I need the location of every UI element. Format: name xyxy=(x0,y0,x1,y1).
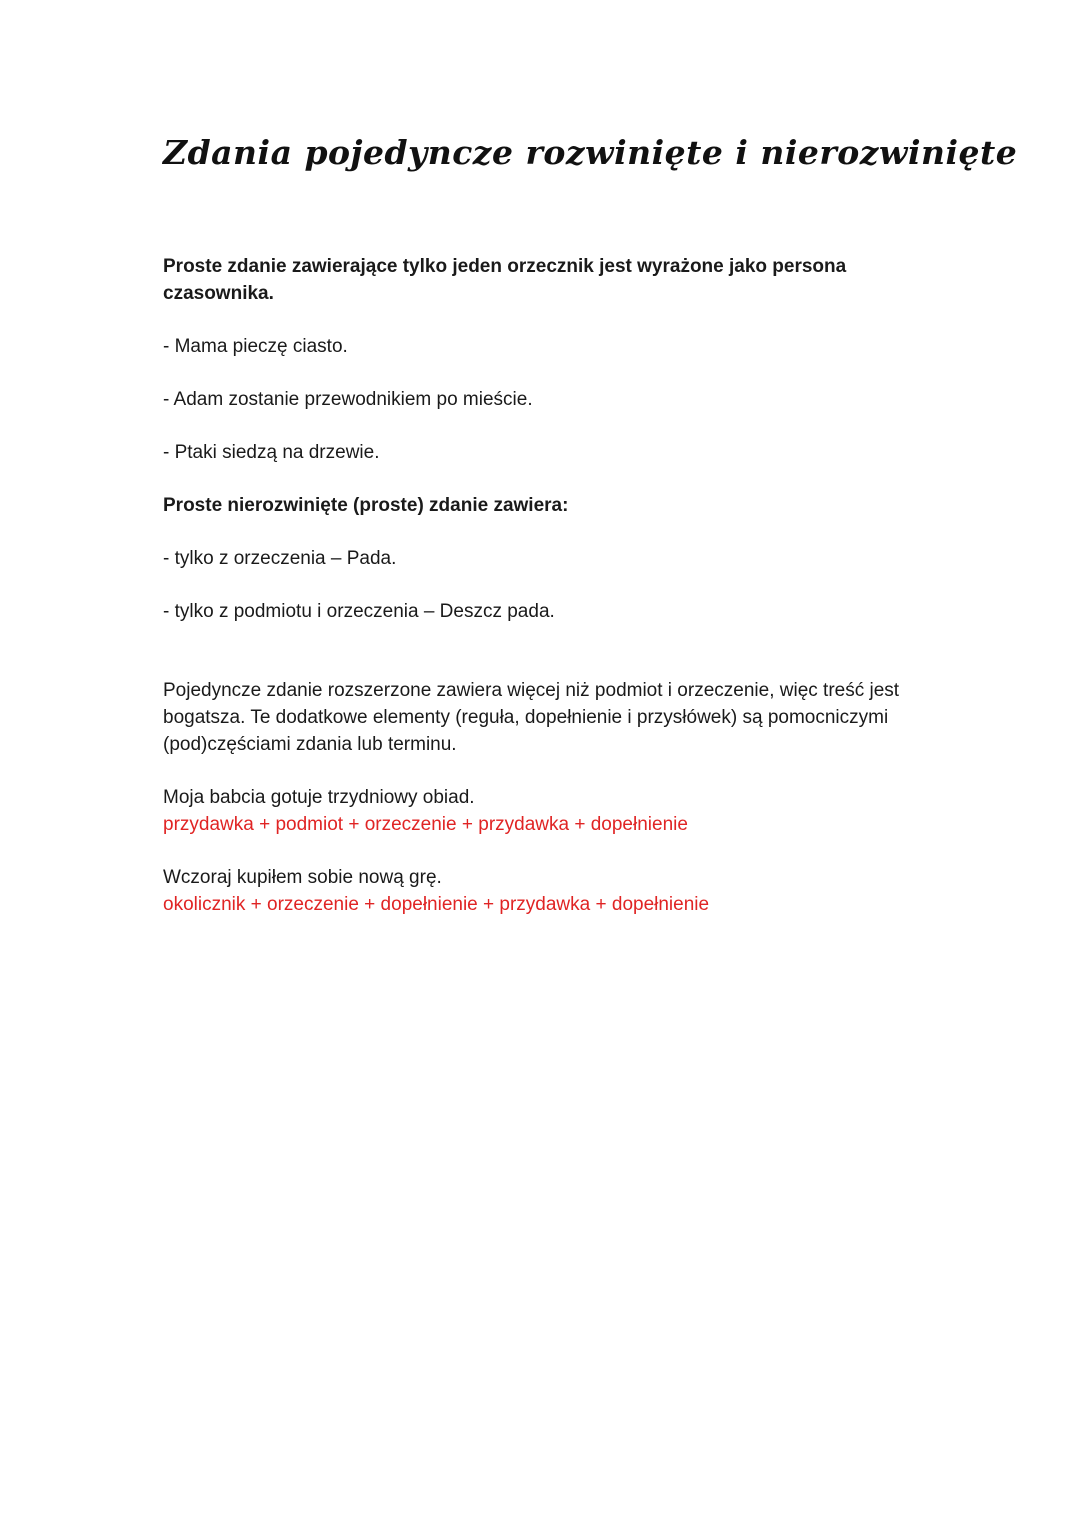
document-body xyxy=(163,253,923,944)
simple-example: - tylko z podmiotu i orzeczenia – Deszcz pada. xyxy=(163,601,555,622)
analyzed-sentence: Moja babcia gotuje trzydniowy obiad. xyxy=(163,787,475,808)
example-sentence: - Mama pieczę ciasto. xyxy=(163,336,348,357)
extended-sentence-paragraph: Pojedyncze zdanie rozszerzone zawiera więcej niż podmiot i orzeczenie, więc treść jest bogatsza. Te dodatkowe elementy (reguła, dopełnienie i przysłówek) są pomocniczymi (pod)częściami zdania lub terminu. xyxy=(163,680,900,755)
sentence-analysis: przydawka + podmiot + orzeczenie + przydawka + dopełnienie xyxy=(163,814,688,835)
simple-example: - tylko z orzeczenia – Pada. xyxy=(163,548,397,569)
example-sentence: - Ptaki siedzą na drzewie. xyxy=(163,442,380,463)
analyzed-sentence-block xyxy=(163,784,923,838)
page-title: Zdania pojedyncze rozwinięte i nierozwinięte xyxy=(163,133,1018,172)
analyzed-sentence: Wczoraj kupiłem sobie nową grę. xyxy=(163,867,442,888)
analyzed-sentence-block xyxy=(163,864,923,918)
simple-sentence-heading: Proste nierozwinięte (proste) zdanie zawiera: xyxy=(163,495,569,516)
example-sentence: - Adam zostanie przewodnikiem po mieście. xyxy=(163,389,533,410)
intro-heading: Proste zdanie zawierające tylko jeden orzecznik jest wyrażone jako persona czasownika. xyxy=(163,256,847,304)
sentence-analysis: okolicznik + orzeczenie + dopełnienie + przydawka + dopełnienie xyxy=(163,894,710,915)
